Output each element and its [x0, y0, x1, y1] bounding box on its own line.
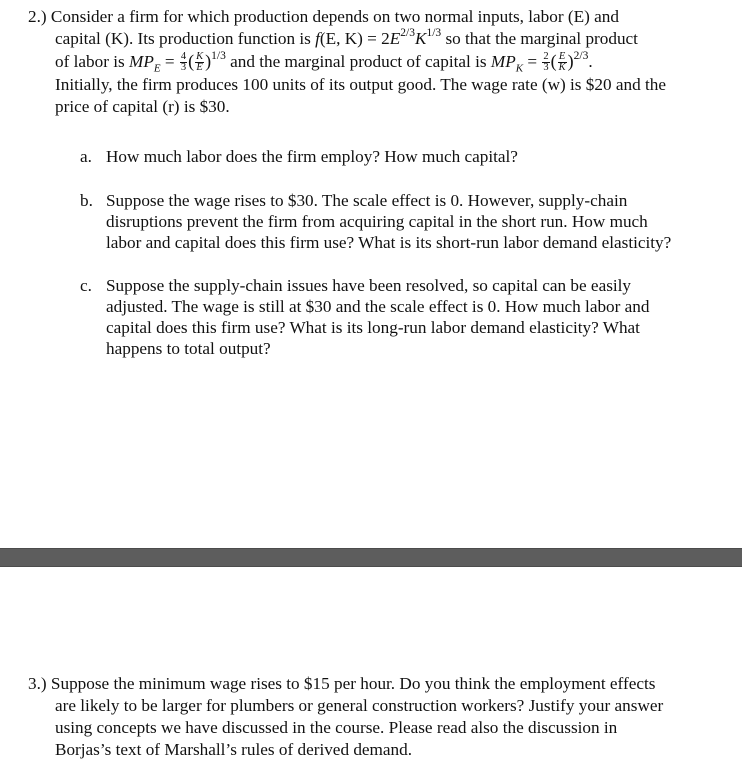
mpe-eq: = — [160, 52, 179, 71]
part-a-label: a. — [80, 147, 92, 166]
part-b — [80, 190, 710, 253]
part-c-line: capital does this firm use? What is its long-run labor demand elasticity? What — [106, 318, 640, 337]
part-c — [80, 275, 710, 359]
mpe-fraction — [195, 52, 204, 73]
mpe-frac-num: K — [196, 50, 204, 62]
mpk-subscript: K — [515, 62, 524, 75]
question-3-line: using concepts we have discussed in the course. Please read also the discussion in — [55, 718, 618, 737]
mpk-coef-num: 2 — [543, 50, 549, 62]
production-function — [315, 29, 441, 48]
mpk-eq: = — [523, 52, 542, 71]
question-2-line-5: price of capital (r) is $30. — [55, 96, 230, 116]
mpk-coefficient — [542, 52, 549, 73]
pf-args: (E, K) — [319, 29, 363, 48]
part-c-line: adjusted. The wage is still at $30 and the scale effect is 0. How much labor and — [106, 297, 650, 316]
question-2 — [28, 6, 718, 118]
page-divider — [0, 548, 742, 567]
question-2-line-2 — [55, 28, 718, 50]
mpk-frac-den: K — [558, 61, 566, 73]
mpe-close-paren: ) — [205, 51, 212, 71]
part-b-text — [80, 190, 710, 253]
pf-f: f — [315, 29, 320, 48]
pf-eq: = 2 — [362, 29, 390, 48]
pf-e-exponent: 2/3 — [400, 27, 415, 40]
question-3-text-1: Suppose the minimum wage rises to $15 per hour. Do you think the employment effects — [50, 674, 656, 693]
question-2-line-4: Initially, the firm produces 100 units of its output good. The wage rate (w) is $20 and the — [55, 74, 666, 94]
question-3-number: 3.) — [28, 674, 47, 693]
mpk-exponent: 2/3 — [573, 50, 589, 63]
question-2-text-1: Consider a firm for which production depends on two normal inputs, labor (E) and — [50, 7, 619, 26]
mpk-mp: MP — [490, 52, 516, 71]
question-2-text-3: so that the marginal product — [445, 29, 638, 48]
mpe-subscript: E — [153, 62, 161, 75]
pf-k-exponent: 1/3 — [426, 27, 442, 40]
mpe-coefficient — [180, 52, 187, 73]
part-b-line: disruptions prevent the firm from acquiring capital in the short run. How much — [106, 212, 648, 231]
question-2-line-1 — [28, 6, 718, 28]
question-3-line-1 — [28, 673, 718, 695]
mpe-formula — [129, 50, 226, 75]
pf-k: K — [414, 29, 427, 48]
part-b-line: labor and capital does this firm use? What is its short-run labor demand elasticity? — [106, 233, 672, 252]
mpk-coef-den: 3 — [543, 61, 549, 73]
part-c-label: c. — [80, 276, 92, 295]
part-b-label: b. — [80, 191, 93, 210]
question-3-line: are likely to be larger for plumbers or general construction workers? Justify your answer — [55, 696, 664, 715]
mpk-open-paren: ( — [550, 51, 557, 71]
part-b-line: Suppose the wage rises to $30. The scale effect is 0. However, supply-chain — [106, 191, 628, 210]
mpk-frac-num: E — [558, 50, 566, 62]
mpk-formula — [490, 50, 589, 75]
question-2-period: . — [588, 52, 593, 71]
mpe-coef-den: 3 — [180, 61, 187, 73]
question-3-line: Borjas’s text of Marshall’s rules of derived demand. — [55, 740, 413, 759]
question-2-number: 2.) — [28, 7, 47, 26]
part-a-text — [80, 146, 710, 167]
mpk-fraction — [558, 52, 567, 73]
question-2-body — [28, 28, 718, 118]
mpe-frac-den: E — [196, 61, 203, 73]
mpe-open-paren: ( — [188, 51, 195, 71]
pf-e: E — [389, 29, 401, 48]
part-c-line: Suppose the supply-chain issues have been resolved, so capital can be easily — [106, 276, 632, 295]
question-2-line-3 — [55, 50, 718, 74]
part-c-line: happens to total output? — [106, 339, 271, 358]
part-a — [80, 146, 710, 167]
mpe-exponent: 1/3 — [211, 50, 226, 63]
question-3-body — [28, 695, 718, 761]
question-2-text-4: of labor is — [55, 52, 125, 71]
question-2-text-5: and the marginal product of capital is — [230, 52, 487, 71]
question-3 — [28, 673, 718, 761]
question-2-text-2: capital (K). Its production function is — [55, 29, 311, 48]
mpe-mp: MP — [129, 52, 154, 71]
mpe-coef-num: 4 — [180, 50, 187, 62]
part-c-text — [80, 275, 710, 359]
mpk-close-paren: ) — [567, 51, 574, 71]
part-a-line: How much labor does the firm employ? How much capital? — [106, 147, 518, 166]
